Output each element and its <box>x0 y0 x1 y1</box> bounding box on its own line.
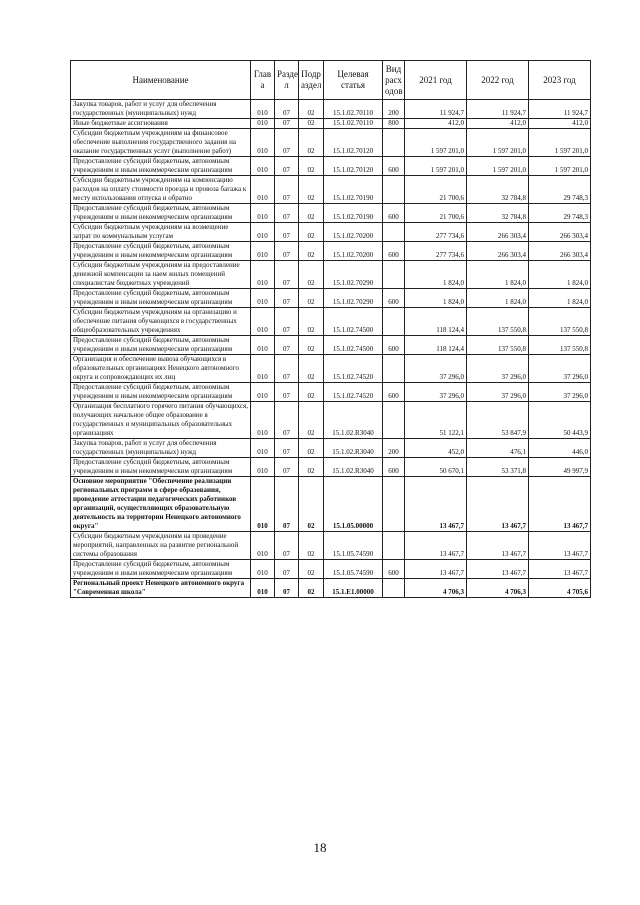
row-name: Субсидии бюджетным учреждениям на возмещение затрат по коммунальным услугам <box>71 223 251 242</box>
row-podrazdel: 02 <box>299 129 324 157</box>
row-value-2021: 37 296,0 <box>405 383 467 402</box>
row-name: Субсидии бюджетным учреждениям на компенсацию расходов на оплату стоимости проезда и провоза багажа к месту использования отпуска и обратно <box>71 176 251 204</box>
table-row <box>71 157 591 176</box>
row-value-2021: 277 734,6 <box>405 223 467 242</box>
row-expense-type: 600 <box>383 383 405 402</box>
table-row <box>71 308 591 336</box>
row-name: Субсидии бюджетным учреждениям на финансовое обеспечение выполнения государственного задания на оказание государственных услуг (выполнение работ) <box>71 129 251 157</box>
row-podrazdel: 02 <box>299 532 324 560</box>
row-target-article: 15.1.02.70200 <box>324 223 383 242</box>
row-razdel: 07 <box>275 383 299 402</box>
table-row <box>71 261 591 289</box>
row-value-2021: 4 706,3 <box>405 579 467 598</box>
row-target-article: 15.1.02.74520 <box>324 383 383 402</box>
row-value-2022: 412,0 <box>467 119 529 129</box>
row-expense-type: 600 <box>383 458 405 477</box>
row-target-article: 15.1.02.R3040 <box>324 439 383 458</box>
row-value-2022: 1 824,0 <box>467 289 529 308</box>
row-value-2023: 4 705,6 <box>529 579 591 598</box>
row-glava: 010 <box>251 204 275 223</box>
row-value-2021: 118 124,4 <box>405 336 467 355</box>
row-target-article: 15.1.02.70290 <box>324 261 383 289</box>
table-row <box>71 119 591 129</box>
page-number: 18 <box>313 840 327 855</box>
table-row <box>71 176 591 204</box>
row-value-2022: 266 303,4 <box>467 223 529 242</box>
row-target-article: 15.1.05.74590 <box>324 560 383 579</box>
row-glava: 010 <box>251 532 275 560</box>
row-value-2023: 1 824,0 <box>529 261 591 289</box>
row-value-2023: 37 296,0 <box>529 355 591 383</box>
row-podrazdel: 02 <box>299 439 324 458</box>
row-value-2022: 53 847,9 <box>467 402 529 439</box>
row-value-2023: 13 467,7 <box>529 560 591 579</box>
row-value-2023: 137 550,8 <box>529 308 591 336</box>
row-value-2022: 137 550,8 <box>467 336 529 355</box>
row-glava: 010 <box>251 458 275 477</box>
row-value-2022: 1 597 201,0 <box>467 157 529 176</box>
row-name: Предоставление субсидий бюджетным, автономным учреждениям и иным некоммерческим организациям <box>71 383 251 402</box>
row-value-2021: 412,0 <box>405 119 467 129</box>
row-target-article: 15.1.02.70190 <box>324 204 383 223</box>
row-value-2023: 29 748,3 <box>529 204 591 223</box>
table-row <box>71 402 591 439</box>
row-podrazdel: 02 <box>299 176 324 204</box>
row-value-2023: 29 748,3 <box>529 176 591 204</box>
row-target-article: 15.1.02.70110 <box>324 100 383 119</box>
row-razdel: 07 <box>275 579 299 598</box>
row-value-2021: 13 467,7 <box>405 477 467 532</box>
table-row <box>71 223 591 242</box>
row-razdel: 07 <box>275 439 299 458</box>
row-glava: 010 <box>251 157 275 176</box>
row-value-2022: 13 467,7 <box>467 560 529 579</box>
row-razdel: 07 <box>275 204 299 223</box>
row-value-2021: 277 734,6 <box>405 242 467 261</box>
table-row <box>71 439 591 458</box>
row-target-article: 15.1.02.70120 <box>324 157 383 176</box>
row-expense-type: 800 <box>383 119 405 129</box>
row-target-article: 15.1.02.R3040 <box>324 402 383 439</box>
row-value-2023: 49 997,9 <box>529 458 591 477</box>
row-value-2021: 1 824,0 <box>405 289 467 308</box>
header-2021: 2021 год <box>405 61 467 100</box>
row-expense-type <box>383 223 405 242</box>
row-expense-type: 600 <box>383 289 405 308</box>
row-name: Закупка товаров, работ и услуг для обеспечения государственных (муниципальных) нужд <box>71 439 251 458</box>
row-podrazdel: 02 <box>299 119 324 129</box>
row-value-2022: 11 924,7 <box>467 100 529 119</box>
table-row <box>71 532 591 560</box>
row-expense-type: 600 <box>383 560 405 579</box>
header-2022: 2022 год <box>467 61 529 100</box>
row-glava: 010 <box>251 119 275 129</box>
row-value-2021: 1 597 201,0 <box>405 129 467 157</box>
table-row <box>71 204 591 223</box>
header-razdel: Разде л <box>275 61 299 100</box>
row-value-2022: 32 784,8 <box>467 176 529 204</box>
row-glava: 010 <box>251 308 275 336</box>
row-expense-type <box>383 261 405 289</box>
row-expense-type <box>383 532 405 560</box>
table-row <box>71 458 591 477</box>
row-glava: 010 <box>251 242 275 261</box>
row-target-article: 15.1.02.70120 <box>324 129 383 157</box>
row-name: Субсидии бюджетным учреждениям на организацию и обеспечение питания обучающихся в государственных общеобразовательных учреждениях <box>71 308 251 336</box>
row-name: Организация бесплатного горячего питания обучающихся, получающих начальное общее образование в государственных и муниципальных образовательных организациях <box>71 402 251 439</box>
row-expense-type <box>383 579 405 598</box>
row-name: Иные бюджетные ассигнования <box>71 119 251 129</box>
row-glava: 010 <box>251 289 275 308</box>
table-row <box>71 289 591 308</box>
row-podrazdel: 02 <box>299 458 324 477</box>
row-expense-type: 600 <box>383 157 405 176</box>
row-name: Закупка товаров, работ и услуг для обеспечения государственных (муниципальных) нужд <box>71 100 251 119</box>
row-name: Субсидии бюджетным учреждениям на предоставление денежной компенсации за наем жилых помещений специалистам бюджетных учреждений <box>71 261 251 289</box>
row-razdel: 07 <box>275 176 299 204</box>
row-name: Предоставление субсидий бюджетным, автономным учреждениям и иным некоммерческим организациям <box>71 157 251 176</box>
row-value-2023: 50 443,9 <box>529 402 591 439</box>
row-razdel: 07 <box>275 458 299 477</box>
row-podrazdel: 02 <box>299 402 324 439</box>
row-glava: 010 <box>251 383 275 402</box>
table-row <box>71 579 591 598</box>
row-target-article: 15.1.05.74590 <box>324 532 383 560</box>
row-name: Предоставление субсидий бюджетным, автономным учреждениям и иным некоммерческим организациям <box>71 336 251 355</box>
row-expense-type <box>383 308 405 336</box>
table-row <box>71 355 591 383</box>
row-expense-type: 200 <box>383 100 405 119</box>
row-value-2022: 53 371,8 <box>467 458 529 477</box>
row-glava: 010 <box>251 439 275 458</box>
row-podrazdel: 02 <box>299 204 324 223</box>
row-target-article: 15.1.05.00000 <box>324 477 383 532</box>
row-glava: 010 <box>251 176 275 204</box>
row-value-2021: 50 670,1 <box>405 458 467 477</box>
header-podrazdel: Подр аздел <box>299 61 324 100</box>
row-expense-type <box>383 477 405 532</box>
row-podrazdel: 02 <box>299 242 324 261</box>
table-row <box>71 100 591 119</box>
row-value-2023: 137 550,8 <box>529 336 591 355</box>
row-name: Предоставление субсидий бюджетным, автономным учреждениям и иным некоммерческим организациям <box>71 458 251 477</box>
row-razdel: 07 <box>275 532 299 560</box>
row-expense-type: 600 <box>383 204 405 223</box>
row-value-2021: 1 824,0 <box>405 261 467 289</box>
row-expense-type <box>383 129 405 157</box>
row-glava: 010 <box>251 261 275 289</box>
row-podrazdel: 02 <box>299 223 324 242</box>
row-value-2022: 1 824,0 <box>467 261 529 289</box>
row-value-2022: 13 467,7 <box>467 477 529 532</box>
row-value-2021: 51 122,1 <box>405 402 467 439</box>
table-row <box>71 383 591 402</box>
row-value-2023: 412,0 <box>529 119 591 129</box>
row-value-2022: 1 597 201,0 <box>467 129 529 157</box>
row-value-2022: 13 467,7 <box>467 532 529 560</box>
row-razdel: 07 <box>275 261 299 289</box>
row-razdel: 07 <box>275 100 299 119</box>
row-razdel: 07 <box>275 157 299 176</box>
row-expense-type: 600 <box>383 242 405 261</box>
row-podrazdel: 02 <box>299 336 324 355</box>
row-value-2022: 37 296,0 <box>467 355 529 383</box>
row-glava: 010 <box>251 336 275 355</box>
row-name: Субсидии бюджетным учреждениям на проведение мероприятий, направленных на развитие региональной системы образования <box>71 532 251 560</box>
row-value-2023: 1 824,0 <box>529 289 591 308</box>
row-podrazdel: 02 <box>299 157 324 176</box>
row-name: Региональный проект Ненецкого автономного округа "Современная школа" <box>71 579 251 598</box>
row-value-2021: 21 700,6 <box>405 176 467 204</box>
row-name: Основное мероприятие "Обеспечение реализации региональных программ в сфере образования, проведение аттестации педагогических работников организаций, осуществляющих образовательную деятельность на территории Ненецкого автономного округа" <box>71 477 251 532</box>
table-row <box>71 560 591 579</box>
row-value-2023: 13 467,7 <box>529 532 591 560</box>
row-target-article: 15.1.02.R3040 <box>324 458 383 477</box>
row-podrazdel: 02 <box>299 261 324 289</box>
row-target-article: 15.1.02.70290 <box>324 289 383 308</box>
row-glava: 010 <box>251 579 275 598</box>
row-podrazdel: 02 <box>299 383 324 402</box>
row-podrazdel: 02 <box>299 477 324 532</box>
row-razdel: 07 <box>275 289 299 308</box>
row-podrazdel: 02 <box>299 560 324 579</box>
row-podrazdel: 02 <box>299 308 324 336</box>
row-expense-type: 600 <box>383 336 405 355</box>
row-razdel: 07 <box>275 119 299 129</box>
row-podrazdel: 02 <box>299 100 324 119</box>
row-razdel: 07 <box>275 477 299 532</box>
table-row <box>71 336 591 355</box>
row-value-2023: 446,0 <box>529 439 591 458</box>
header-2023: 2023 год <box>529 61 591 100</box>
row-name: Предоставление субсидий бюджетным, автономным учреждениям и иным некоммерческим организациям <box>71 560 251 579</box>
row-value-2023: 13 467,7 <box>529 477 591 532</box>
row-target-article: 15.1.02.70190 <box>324 176 383 204</box>
table-header-row <box>71 61 591 100</box>
row-value-2022: 32 784,8 <box>467 204 529 223</box>
row-value-2023: 37 296,0 <box>529 383 591 402</box>
row-expense-type <box>383 176 405 204</box>
row-name: Организация и обеспечение вывоза обучающихся в образовательных организациях Ненецкого автономного округа и сопровождающих их лиц <box>71 355 251 383</box>
row-target-article: 15.1.02.74520 <box>324 355 383 383</box>
row-value-2022: 137 550,8 <box>467 308 529 336</box>
row-value-2021: 13 467,7 <box>405 560 467 579</box>
row-razdel: 07 <box>275 308 299 336</box>
row-value-2022: 37 296,0 <box>467 383 529 402</box>
header-expense-type: Вид расх одов <box>383 61 405 100</box>
row-value-2023: 1 597 201,0 <box>529 157 591 176</box>
table-row <box>71 477 591 532</box>
row-value-2021: 11 924,7 <box>405 100 467 119</box>
row-glava: 010 <box>251 100 275 119</box>
row-podrazdel: 02 <box>299 289 324 308</box>
table-row <box>71 242 591 261</box>
row-glava: 010 <box>251 560 275 579</box>
row-name: Предоставление субсидий бюджетным, автономным учреждениям и иным некоммерческим организациям <box>71 289 251 308</box>
row-razdel: 07 <box>275 223 299 242</box>
row-value-2021: 118 124,4 <box>405 308 467 336</box>
row-glava: 010 <box>251 477 275 532</box>
row-expense-type: 200 <box>383 439 405 458</box>
row-glava: 010 <box>251 402 275 439</box>
row-target-article: 15.1.02.74500 <box>324 308 383 336</box>
row-value-2021: 452,0 <box>405 439 467 458</box>
row-razdel: 07 <box>275 560 299 579</box>
row-name: Предоставление субсидий бюджетным, автономным учреждениям и иным некоммерческим организациям <box>71 204 251 223</box>
row-value-2021: 1 597 201,0 <box>405 157 467 176</box>
row-value-2023: 1 597 201,0 <box>529 129 591 157</box>
row-glava: 010 <box>251 355 275 383</box>
row-glava: 010 <box>251 129 275 157</box>
budget-table-container <box>70 60 590 598</box>
row-target-article: 15.1.02.70110 <box>324 119 383 129</box>
row-glava: 010 <box>251 223 275 242</box>
row-expense-type <box>383 355 405 383</box>
row-razdel: 07 <box>275 242 299 261</box>
row-value-2021: 37 296,0 <box>405 355 467 383</box>
row-podrazdel: 02 <box>299 579 324 598</box>
row-value-2023: 266 303,4 <box>529 223 591 242</box>
table-row <box>71 129 591 157</box>
row-value-2023: 11 924,7 <box>529 100 591 119</box>
row-razdel: 07 <box>275 336 299 355</box>
row-value-2023: 266 303,4 <box>529 242 591 261</box>
header-name: Наименование <box>71 61 251 100</box>
row-podrazdel: 02 <box>299 355 324 383</box>
row-target-article: 15.1.02.70200 <box>324 242 383 261</box>
row-razdel: 07 <box>275 129 299 157</box>
row-target-article: 15.1.E1.00000 <box>324 579 383 598</box>
row-name: Предоставление субсидий бюджетным, автономным учреждениям и иным некоммерческим организациям <box>71 242 251 261</box>
row-razdel: 07 <box>275 402 299 439</box>
row-value-2021: 13 467,7 <box>405 532 467 560</box>
row-value-2022: 4 706,3 <box>467 579 529 598</box>
budget-table <box>70 60 591 598</box>
header-glava: Глав а <box>251 61 275 100</box>
row-value-2022: 476,1 <box>467 439 529 458</box>
header-target-article: Целевая статья <box>324 61 383 100</box>
row-target-article: 15.1.02.74500 <box>324 336 383 355</box>
row-value-2021: 21 700,6 <box>405 204 467 223</box>
row-razdel: 07 <box>275 355 299 383</box>
row-expense-type <box>383 402 405 439</box>
row-value-2022: 266 303,4 <box>467 242 529 261</box>
